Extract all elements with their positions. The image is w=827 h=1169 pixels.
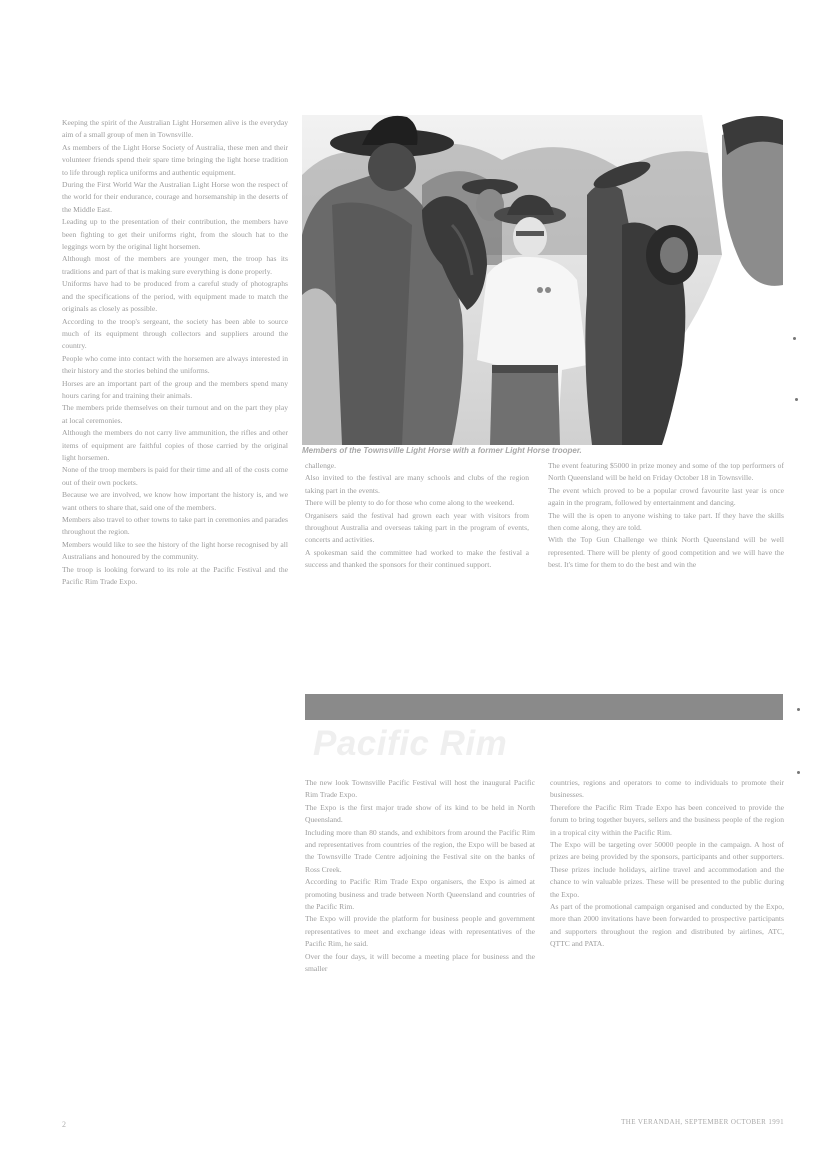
paragraph: According to the troop's sergeant, the society has been able to source much of its equipment through collectors and suppliers around the country. — [62, 316, 288, 351]
publication-footer: THE VERANDAH, SEPTEMBER OCTOBER 1991 — [621, 1118, 784, 1126]
right-article-column — [548, 460, 784, 572]
section-banner — [305, 694, 783, 720]
paragraph: The will the is open to anyone wishing to take part. If they have the skills then come along, they are told. — [548, 510, 784, 533]
pacific-rim-column-2 — [550, 777, 784, 951]
paragraph: The members pride themselves on their turnout and on the part they play at local ceremonies. — [62, 403, 288, 425]
paragraph: Uniforms have had to be produced from a careful study of photographs and the specifications of the period, with equipment made to match the originals as closely as possible. — [62, 279, 288, 314]
paragraph: Including more than 80 stands, and exhibitors from around the Pacific Rim and representatives from countries of the region, the Expo will be based at the Townsville Trade Centre adjoining the Festival site on the banks of Ross Creek. — [305, 827, 535, 874]
paragraph: Therefore the Pacific Rim Trade Expo has been conceived to provide the forum to bring together buyers, sellers and the business people of the region in a tropical city within the Pacific Rim. — [550, 802, 784, 837]
section-title: Pacific Rim — [313, 724, 508, 763]
pacific-rim-column-1 — [305, 777, 535, 976]
paragraph: Members would like to see the history of the light horse recognised by all Australians and honoured by the community. — [62, 539, 288, 562]
paragraph: Keeping the spirit of the Australian Light Horsemen alive is the everyday aim of a small group of men in Townsville. — [62, 118, 288, 140]
paragraph: challenge. — [305, 461, 336, 470]
paragraph: Because we are involved, we know how important the history is, and we want others to share that, said one of the members. — [62, 490, 288, 512]
scan-mark — [795, 398, 798, 401]
paragraph: The Expo is the first major trade show of its kind to be held in North Queensland. — [305, 802, 535, 825]
paragraph: Although most of the members are younger men, the troop has its traditions and part of that is making sure everything is done properly. — [62, 254, 288, 276]
paragraph: People who come into contact with the horsemen are always interested in their history and the stories behind the uniforms. — [62, 353, 288, 376]
paragraph: Horses are an important part of the group and the members spend many hours caring for and training their animals. — [62, 378, 288, 400]
paragraph: There will be plenty to do for those who come along to the weekend. — [305, 498, 515, 508]
paragraph: The new look Townsville Pacific Festival will host the inaugural Pacific Rim Trade Expo. — [305, 778, 535, 800]
paragraph: As members of the Light Horse Society of Australia, these men and their volunteer friends spend their spare time bringing the light horse tradition to life through replica uniforms and authentic equipment. — [62, 142, 288, 177]
left-article-column — [62, 117, 288, 588]
paragraph: The Expo will be targeting over 50000 people in the campaign. A host of prizes are being provided by the sponsors, participants and other supporters. These prizes include holidays, airline travel and accommodation and the chance to win valuable prizes. These will be presented to the public during the Expo. — [550, 840, 784, 899]
paragraph: The event featuring $5000 in prize money and some of the top performers of North Queensland will be held on Friday October 18 in Townsville. — [548, 461, 784, 483]
paragraph: A spokesman said the committee had worked to make the festival a success and thanked the sponsors for their continued support. — [305, 547, 529, 570]
page-number: 2 — [62, 1120, 66, 1129]
paragraph: Also invited to the festival are many schools and clubs of the region taking part in the events. — [305, 473, 529, 495]
paragraph: Over the four days, it will become a meeting place for business and the smaller — [305, 951, 535, 974]
paragraph: Members also travel to other towns to take part in ceremonies and parades throughout the region. — [62, 515, 288, 537]
paragraph: Leading up to the presentation of their contribution, the members have been fighting to get their uniforms right, from the slouch hat to the leggings worn by the original light horsemen. — [62, 217, 288, 252]
paragraph: As part of the promotional campaign organised and conducted by the Expo, more than 2000 invitations have been forwarded to prospective participants and supporters throughout the region and distributed by airlines, ATC, QTTC and PATA. — [550, 902, 784, 949]
photo-illustration — [302, 115, 783, 445]
paragraph: With the Top Gun Challenge we think North Queensland will be well represented. There will be plenty of good competition and we will have the best. It's time for them to do the best and win the — [548, 535, 784, 570]
light-horse-photo — [302, 115, 783, 445]
scan-mark — [797, 708, 800, 711]
paragraph: According to Pacific Rim Trade Expo organisers, the Expo is aimed at promoting business and trade between North Queensland and countries of the Pacific Rim. — [305, 877, 535, 912]
paragraph: The Expo will provide the platform for business people and government representatives to meet and exchange ideas with representatives of the Pacific Rim, he said. — [305, 914, 535, 949]
paragraph: Organisers said the festival had grown each year with visitors from throughout Australia and overseas taking part in the program of events, concerts and activities. — [305, 510, 529, 545]
paragraph: Although the members do not carry live ammunition, the rifles and other items of equipment are faithful copies of those carried by the original light horsemen. — [62, 428, 288, 462]
paragraph: countries, regions and operators to come to individuals to promote their businesses. — [550, 778, 784, 800]
middle-article-column — [305, 460, 529, 572]
scan-mark — [797, 771, 800, 774]
paragraph: None of the troop members is paid for their time and all of the costs come out of their own pockets. — [62, 465, 288, 487]
paragraph: During the First World War the Australian Light Horse won the respect of the world for their endurance, courage and horsemanship in the deserts of the Middle East. — [62, 180, 288, 214]
photo-caption: Members of the Townsville Light Horse with a former Light Horse trooper. — [302, 446, 582, 455]
scan-mark — [793, 337, 796, 340]
paragraph: The event which proved to be a popular crowd favourite last year is once again in the program, followed by entertainment and dancing. — [548, 485, 784, 508]
paragraph: The troop is looking forward to its role at the Pacific Festival and the Pacific Rim Trade Expo. — [62, 564, 288, 587]
